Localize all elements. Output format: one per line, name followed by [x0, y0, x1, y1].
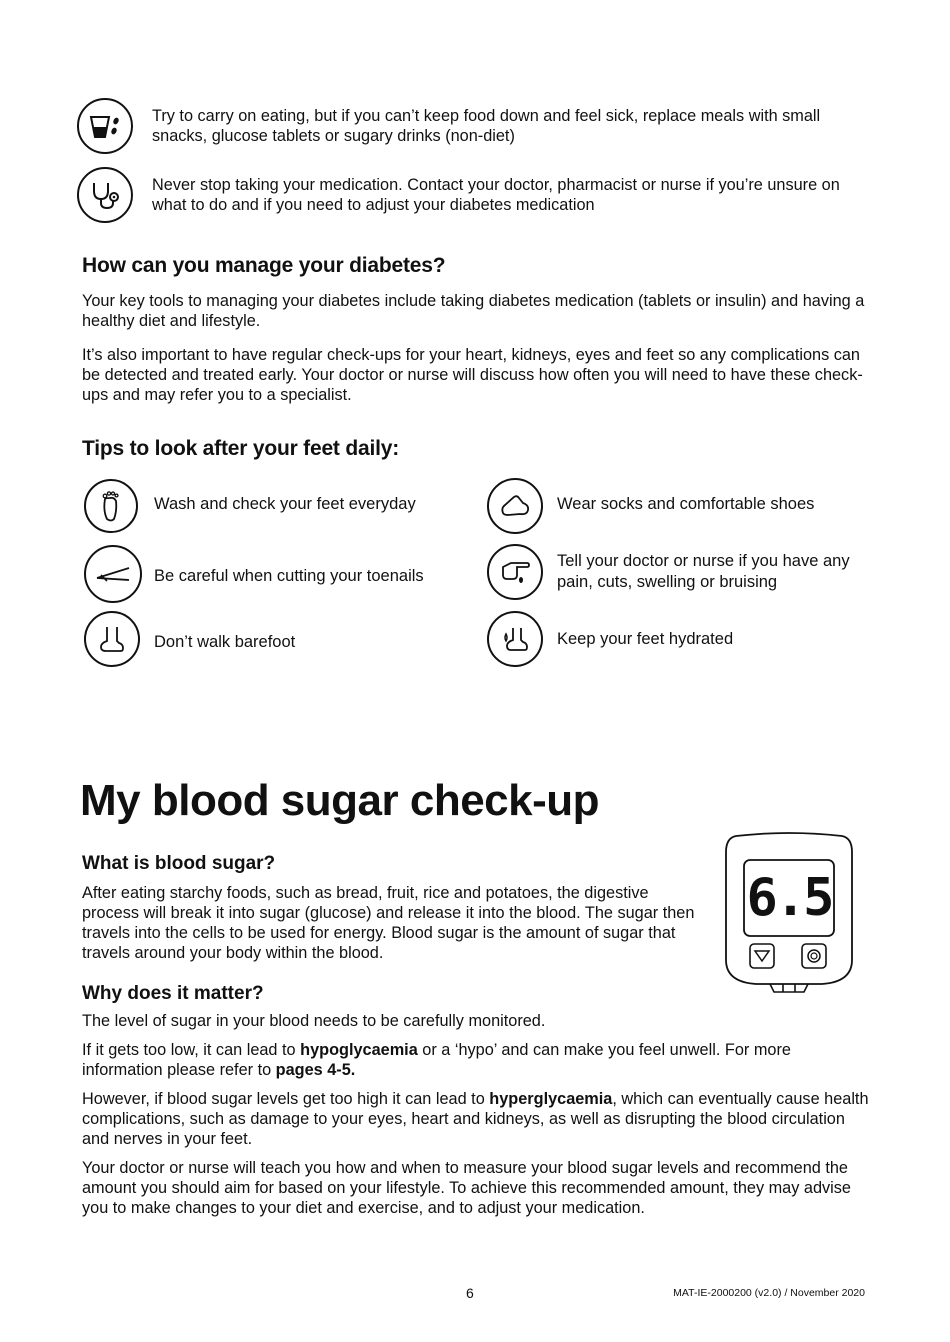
term-hyperglycaemia: hyperglycaemia — [489, 1090, 613, 1108]
foot-tip-text: Don’t walk barefoot — [154, 633, 296, 651]
glucose-meter-icon — [722, 832, 856, 996]
paragraph: It’s also important to have regular check-ups for your heart, kidneys, eyes and feet so any complications can be detected and treated early. Your doctor or nurse will discuss how often you will need to have these check-ups and may refer you to a specialist. — [82, 346, 863, 404]
foot-tip-text: Wear socks and comfortable shoes — [557, 495, 815, 513]
paragraph: If it gets too low, it can lead to hypoglycaemia or a ‘hypo’ and can make you feel unwell. For more information please refer to pages 4-5. — [82, 1041, 791, 1079]
section-heading: How can you manage your diabetes? — [82, 254, 446, 277]
tip-text: Never stop taking your medication. Contact your doctor, pharmacist or nurse if you’re unsure on what to do and if you need to adjust your diabetes medication — [152, 176, 840, 214]
page-title: My blood sugar check-up — [80, 776, 600, 825]
glass-and-pills-icon — [77, 98, 133, 154]
subheading: What is blood sugar? — [82, 853, 276, 874]
page-number: 6 — [466, 1285, 474, 1301]
page-reference: pages 4-5. — [275, 1061, 356, 1079]
paragraph: Your doctor or nurse will teach you how and when to measure your blood sugar levels and recommend the amount you should aim for based on your lifestyle. To achieve this recommended amount, they may advise you to make changes to your diet and exercise, and to adjust your medication. — [82, 1159, 851, 1217]
foot-lotion-icon — [487, 611, 543, 667]
nail-clipper-icon — [84, 545, 142, 603]
foot-tip-text: Wash and check your feet everyday — [154, 495, 416, 513]
shoe-icon — [487, 478, 543, 534]
paragraph: The level of sugar in your blood needs to be carefully monitored. — [82, 1012, 546, 1030]
document-reference: MAT-IE-2000200 (v2.0) / November 2020 — [673, 1287, 865, 1299]
bare-foot-icon — [84, 611, 140, 667]
paragraph: However, if blood sugar levels get too high it can lead to hyperglycaemia, which can eventually cause health complications, such as damage to your eyes, heart and kidneys, as well as disrupting the blood circulation and nerves in your feet. — [82, 1090, 869, 1148]
foot-sole-icon — [84, 479, 138, 533]
paragraph: Your key tools to managing your diabetes include taking diabetes medication (tablets or insulin) and having a healthy diet and lifestyle. — [82, 292, 865, 330]
meter-reading: 6.5 — [746, 868, 832, 928]
hand-pointing-icon — [487, 544, 543, 600]
subheading: Why does it matter? — [82, 983, 264, 1004]
paragraph: After eating starchy foods, such as bread, fruit, rice and potatoes, the digestive process will break it into sugar (glucose) and release it into the blood. The sugar then travels into the cells to be used for energy. Blood sugar is the amount of sugar that travels around your body within the blood. — [82, 884, 695, 962]
tip-text: Try to carry on eating, but if you can’t keep food down and feel sick, replace meals with small snacks, glucose tablets or sugary drinks (non-diet) — [152, 107, 821, 145]
foot-tip-text: Be careful when cutting your toenails — [154, 567, 424, 585]
foot-tip-text: Keep your feet hydrated — [557, 630, 734, 648]
foot-tip-text: Tell your doctor or nurse if you have any pain, cuts, swelling or bruising — [557, 552, 850, 591]
stethoscope-icon — [77, 167, 133, 223]
term-hypoglycaemia: hypoglycaemia — [300, 1041, 418, 1059]
section-heading: Tips to look after your feet daily: — [82, 437, 400, 460]
